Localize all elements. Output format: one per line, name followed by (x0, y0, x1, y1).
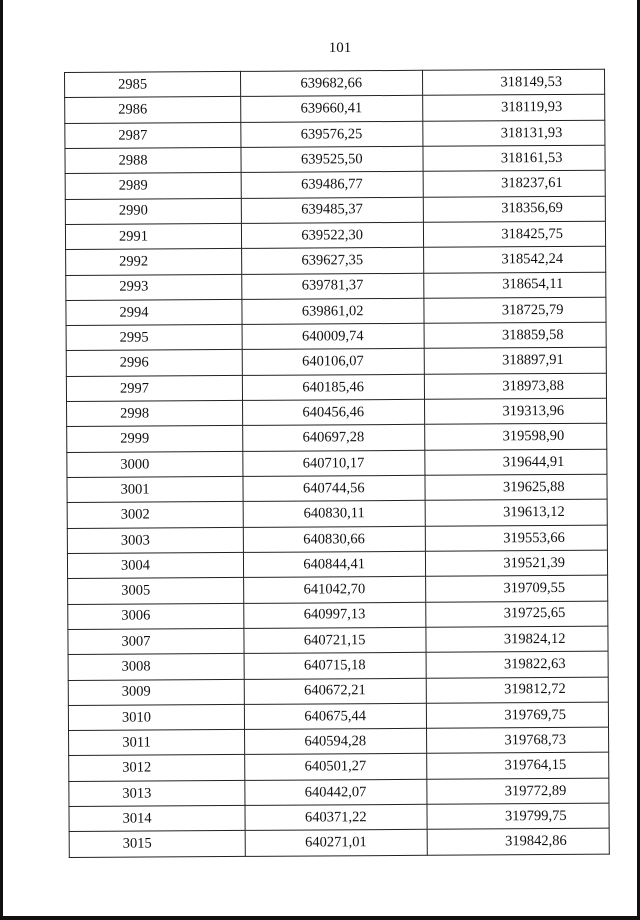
table-row (65, 120, 605, 149)
y-coordinate-cell: 319313,96 (425, 398, 607, 424)
point-number-cell: 3010 (68, 704, 244, 730)
table-row (68, 702, 608, 731)
x-coordinate-cell: 639781,37 (242, 273, 424, 299)
point-number-cell: 3014 (69, 805, 245, 831)
table-row (66, 297, 606, 326)
x-coordinate-cell: 640371,22 (245, 804, 427, 830)
table-row (67, 525, 607, 554)
x-coordinate-cell: 640721,15 (244, 627, 426, 653)
point-number-cell: 3015 (69, 831, 245, 858)
x-coordinate-cell: 640675,44 (244, 703, 426, 729)
x-coordinate-cell: 639682,66 (240, 70, 422, 96)
y-coordinate-cell: 318161,53 (423, 145, 605, 171)
x-coordinate-cell: 640009,74 (242, 323, 424, 349)
x-coordinate-cell: 640271,01 (245, 830, 427, 857)
table-row (69, 727, 609, 756)
point-number-cell: 2990 (65, 198, 241, 224)
page-number: 101 (328, 40, 352, 56)
table-row (65, 170, 605, 199)
point-number-cell: 2999 (67, 426, 243, 452)
point-number-cell: 3002 (67, 502, 243, 528)
point-number-cell: 2991 (65, 223, 241, 249)
y-coordinate-cell: 319772,89 (427, 778, 609, 804)
y-coordinate-cell: 318119,93 (423, 95, 605, 121)
x-coordinate-cell: 640501,27 (245, 754, 427, 780)
point-number-cell: 2989 (65, 173, 241, 199)
table-row (67, 398, 607, 427)
point-number-cell: 3005 (68, 578, 244, 604)
y-coordinate-cell: 319644,91 (425, 449, 607, 475)
table-row (67, 424, 607, 453)
x-coordinate-cell: 639660,41 (241, 96, 423, 122)
coordinates-table (64, 69, 610, 858)
table-row (65, 69, 605, 98)
y-coordinate-cell: 319812,72 (426, 677, 608, 703)
y-coordinate-cell: 318654,11 (424, 272, 606, 298)
y-coordinate-cell: 319799,75 (427, 803, 609, 829)
x-coordinate-cell: 639576,25 (241, 121, 423, 147)
point-number-cell: 3009 (68, 679, 244, 705)
y-coordinate-cell: 319822,63 (426, 651, 608, 677)
x-coordinate-cell: 640830,66 (243, 526, 425, 552)
x-coordinate-cell: 639861,02 (242, 298, 424, 324)
point-number-cell: 3000 (67, 451, 243, 477)
scan-border-bottom (0, 916, 640, 920)
y-coordinate-cell: 318542,24 (424, 246, 606, 272)
table-row (68, 677, 608, 706)
table-row (68, 626, 608, 655)
y-coordinate-cell: 318149,53 (422, 69, 604, 95)
y-coordinate-cell: 319613,12 (425, 500, 607, 526)
y-coordinate-cell: 318725,79 (424, 297, 606, 323)
x-coordinate-cell: 639485,37 (241, 197, 423, 223)
y-coordinate-cell: 318425,75 (423, 221, 605, 247)
point-number-cell: 2994 (66, 299, 242, 325)
table-row (68, 651, 608, 680)
table-row (66, 246, 606, 275)
x-coordinate-cell: 640830,11 (243, 501, 425, 527)
table-row (69, 778, 609, 807)
point-number-cell: 2996 (66, 350, 242, 376)
y-coordinate-cell: 319598,90 (425, 424, 607, 450)
y-coordinate-cell: 319842,86 (427, 829, 609, 856)
table-row (68, 575, 608, 604)
x-coordinate-cell: 639522,30 (241, 222, 423, 248)
table-row (67, 550, 607, 579)
point-number-cell: 2993 (66, 274, 242, 300)
x-coordinate-cell: 641042,70 (244, 577, 426, 603)
table-row (69, 753, 609, 782)
point-number-cell: 2997 (66, 375, 242, 401)
table-row (67, 500, 607, 529)
y-coordinate-cell: 319625,88 (425, 474, 607, 500)
y-coordinate-cell: 319553,66 (425, 525, 607, 551)
point-number-cell: 2998 (67, 400, 243, 426)
x-coordinate-cell: 639486,77 (241, 172, 423, 198)
table-row (69, 803, 609, 832)
point-number-cell: 3013 (69, 780, 245, 806)
y-coordinate-cell: 318356,69 (423, 196, 605, 222)
y-coordinate-cell: 318237,61 (423, 170, 605, 196)
y-coordinate-cell: 318973,88 (424, 373, 606, 399)
x-coordinate-cell: 639525,50 (241, 146, 423, 172)
x-coordinate-cell: 640185,46 (242, 374, 424, 400)
point-number-cell: 3007 (68, 628, 244, 654)
point-number-cell: 3003 (67, 527, 243, 553)
point-number-cell: 2992 (66, 249, 242, 275)
point-number-cell: 2995 (66, 325, 242, 351)
y-coordinate-cell: 318859,58 (424, 322, 606, 348)
x-coordinate-cell: 640442,07 (245, 779, 427, 805)
x-coordinate-cell: 640456,46 (243, 399, 425, 425)
y-coordinate-cell: 319521,39 (425, 550, 607, 576)
x-coordinate-cell: 640844,41 (243, 551, 425, 577)
point-number-cell: 3006 (68, 603, 244, 629)
scan-border-left (0, 0, 3, 920)
x-coordinate-cell: 639627,35 (242, 247, 424, 273)
y-coordinate-cell: 319769,75 (426, 702, 608, 728)
point-number-cell: 2988 (65, 147, 241, 173)
table-row (67, 449, 607, 478)
y-coordinate-cell: 318131,93 (423, 120, 605, 146)
table-row (65, 95, 605, 124)
point-number-cell: 2986 (65, 97, 241, 123)
x-coordinate-cell: 640710,17 (243, 450, 425, 476)
point-number-cell: 3011 (69, 730, 245, 756)
point-number-cell: 3004 (67, 552, 243, 578)
x-coordinate-cell: 640997,13 (244, 602, 426, 628)
x-coordinate-cell: 640672,21 (244, 678, 426, 704)
coordinates-table-body (65, 69, 610, 857)
table-row (65, 221, 605, 250)
x-coordinate-cell: 640697,28 (243, 425, 425, 451)
x-coordinate-cell: 640106,07 (242, 349, 424, 375)
point-number-cell: 3012 (69, 755, 245, 781)
table-row (66, 322, 606, 351)
table-row (67, 474, 607, 503)
table-row (68, 601, 608, 630)
y-coordinate-cell: 319764,15 (427, 753, 609, 779)
x-coordinate-cell: 640594,28 (245, 728, 427, 754)
point-number-cell: 3008 (68, 654, 244, 680)
point-number-cell: 3001 (67, 476, 243, 502)
point-number-cell: 2985 (65, 71, 241, 97)
y-coordinate-cell: 318897,91 (424, 348, 606, 374)
point-number-cell: 2987 (65, 122, 241, 148)
y-coordinate-cell: 319768,73 (427, 727, 609, 753)
table-row (69, 829, 609, 858)
table-row (66, 348, 606, 377)
y-coordinate-cell: 319709,55 (426, 575, 608, 601)
table-row (65, 196, 605, 225)
y-coordinate-cell: 319725,65 (426, 601, 608, 627)
table-row (66, 272, 606, 301)
table-row (65, 145, 605, 174)
x-coordinate-cell: 640715,18 (244, 652, 426, 678)
y-coordinate-cell: 319824,12 (426, 626, 608, 652)
table-row (66, 373, 606, 402)
x-coordinate-cell: 640744,56 (243, 475, 425, 501)
